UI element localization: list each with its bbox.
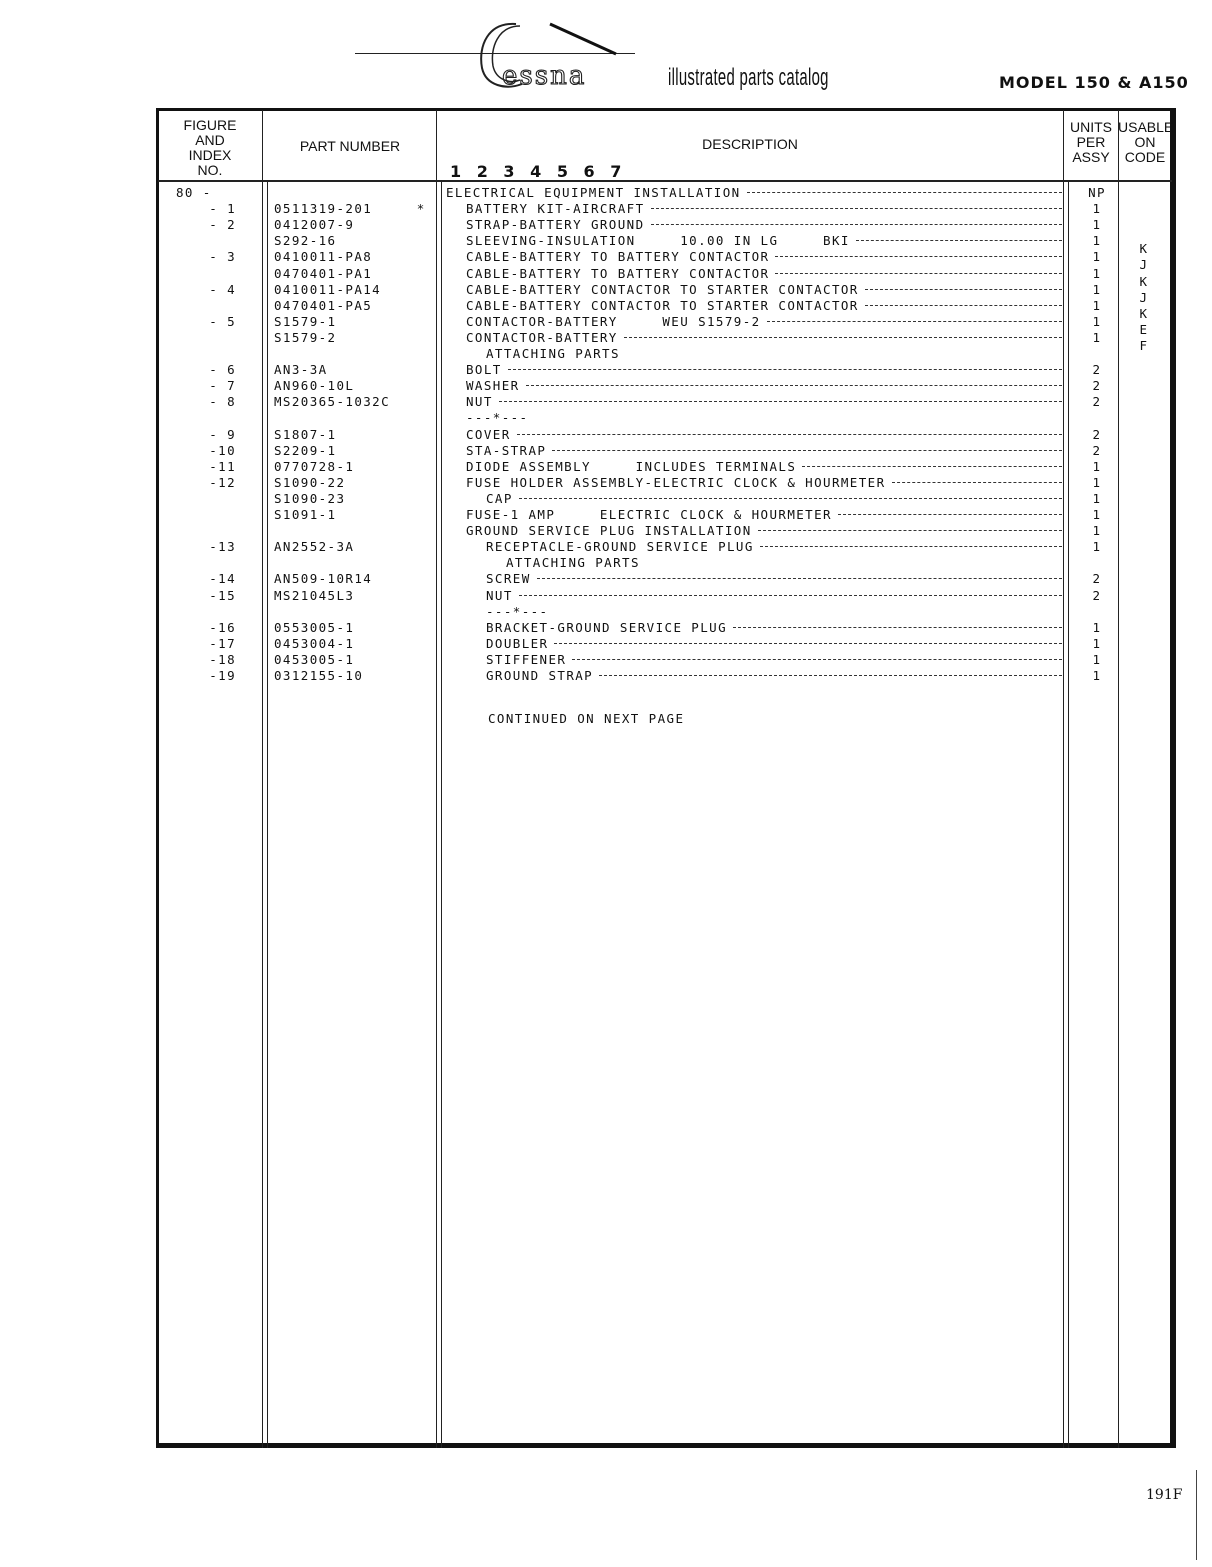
column-divider-figure-inner (267, 180, 268, 1448)
model-label: MODEL 150 & A150 (999, 73, 1189, 92)
figure-header-line: FIGURE (183, 117, 237, 133)
description-cell (446, 539, 1062, 555)
description-cell (446, 266, 1062, 282)
figure-header-line: NO. (197, 162, 223, 178)
description-text: ---*--- (466, 410, 529, 425)
units-per-assy-cell: 2 (1092, 443, 1102, 458)
units-per-assy-cell: 1 (1092, 475, 1102, 490)
usable-code-cell: K (1139, 306, 1149, 321)
leader-dashes (508, 369, 1062, 370)
indent-digits: 1 2 3 4 5 6 7 (450, 162, 627, 181)
description-text: CABLE-BATTERY TO BATTERY CONTACTOR (466, 266, 770, 281)
column-divider-description (1063, 110, 1064, 1448)
figure-index-cell: -14 (209, 571, 236, 586)
units-per-assy-cell: 1 (1092, 636, 1102, 651)
usable-code-cell: K (1139, 274, 1149, 289)
part-number-cell: AN2552-3A (274, 539, 355, 554)
units-per-assy-cell: 1 (1092, 507, 1102, 522)
part-number-cell: MS21045L3 (274, 588, 355, 603)
description-text: DIODE ASSEMBLY INCLUDES TERMINALS (466, 459, 797, 474)
leader-dashes (537, 578, 1062, 579)
units-header-line: ASSY (1072, 149, 1110, 165)
description-cell (446, 185, 1062, 201)
part-number-cell: 0410011-PA14 (274, 282, 382, 297)
description-cell (446, 314, 1062, 330)
figure-header-line: AND (195, 132, 225, 148)
description-text: NUT (466, 394, 493, 409)
description-text: CONTACTOR-BATTERY WEU S1579-2 (466, 314, 761, 329)
part-number-cell: AN3-3A (274, 362, 328, 377)
leader-dashes (775, 273, 1062, 274)
figure-index-cell: - 6 (209, 362, 236, 377)
part-number-cell: 0511319-201 * (274, 201, 426, 216)
part-number-cell: 0770728-1 (274, 459, 355, 474)
leader-dashes (519, 595, 1062, 596)
units-per-assy-cell: 1 (1092, 620, 1102, 635)
units-per-assy-cell: 1 (1092, 459, 1102, 474)
figure-index-cell: - 3 (209, 249, 236, 264)
part-number-cell: 0470401-PA5 (274, 298, 373, 313)
usable-code-cell: K (1139, 241, 1149, 256)
svg-text:essna: essna (502, 61, 587, 91)
part-number-cell: S1091-1 (274, 507, 337, 522)
description-cell (446, 362, 1062, 378)
description-text: CONTACTOR-BATTERY (466, 330, 618, 345)
part-number-cell: S1807-1 (274, 427, 337, 442)
figure-index-cell: - 9 (209, 427, 236, 442)
units-per-assy-cell: 1 (1092, 523, 1102, 538)
part-number-cell: 0453005-1 (274, 652, 355, 667)
column-divider-description-inner (1068, 180, 1069, 1448)
description-text: STRAP-BATTERY GROUND (466, 217, 645, 232)
usable-code-cell: F (1139, 338, 1149, 353)
leader-dashes (554, 643, 1062, 644)
description-text: CABLE-BATTERY CONTACTOR TO STARTER CONTACTOR (466, 282, 859, 297)
usable-header-line: USABLE (1118, 119, 1174, 135)
description-text: FUSE HOLDER ASSEMBLY-ELECTRIC CLOCK & HOURMETER (466, 475, 886, 490)
leader-dashes (760, 546, 1062, 547)
description-cell (446, 282, 1062, 298)
description-text: DOUBLER (486, 636, 549, 651)
description-cell (446, 330, 1062, 346)
usable-code-cell: J (1139, 257, 1149, 272)
description-cell (446, 459, 1062, 475)
units-per-assy-cell: 1 (1092, 249, 1102, 264)
part-number-cell: AN509-10R14 (274, 571, 373, 586)
units-per-assy-cell: 1 (1092, 298, 1102, 313)
units-per-assy-cell: 1 (1092, 266, 1102, 281)
description-cell (446, 636, 1062, 652)
description-cell (446, 571, 1062, 587)
units-header-line: UNITS (1070, 119, 1112, 135)
part-number-cell: 0470401-PA1 (274, 266, 373, 281)
part-number-cell: AN960-10L (274, 378, 355, 393)
part-number-cell: 0453004-1 (274, 636, 355, 651)
column-divider-figure (262, 110, 263, 1448)
leader-dashes (517, 434, 1062, 435)
description-text: GROUND SERVICE PLUG INSTALLATION (466, 523, 752, 538)
leader-dashes (599, 675, 1062, 676)
leader-dashes (552, 450, 1062, 451)
description-cell (446, 620, 1062, 636)
units-per-assy-cell: 1 (1092, 201, 1102, 216)
figure-index-cell: -11 (209, 459, 236, 474)
description-text: FUSE-1 AMP ELECTRIC CLOCK & HOURMETER (466, 507, 832, 522)
description-text: BOLT (466, 362, 502, 377)
figure-index-cell: 80 - (176, 185, 212, 200)
figure-index-cell: -17 (209, 636, 236, 651)
description-cell (446, 201, 1062, 217)
part-number-cell: MS20365-1032C (274, 394, 391, 409)
leader-dashes (526, 385, 1062, 386)
column-header-usable (1118, 120, 1172, 165)
units-per-assy-cell: 1 (1092, 217, 1102, 232)
units-per-assy-cell: 1 (1092, 668, 1102, 683)
leader-dashes (499, 401, 1062, 402)
column-header-units (1066, 120, 1116, 165)
leader-dashes (865, 305, 1062, 306)
leader-dashes (767, 321, 1062, 322)
description-cell (446, 427, 1062, 443)
description-cell (446, 443, 1062, 459)
description-text: STA-STRAP (466, 443, 547, 458)
description-text: ATTACHING PARTS (506, 555, 640, 570)
column-header-figure (170, 118, 250, 178)
figure-index-cell: -19 (209, 668, 236, 683)
figure-index-cell: -12 (209, 475, 236, 490)
usable-header-line: ON (1134, 134, 1156, 150)
part-number-cell: 0312155-10 (274, 668, 364, 683)
units-per-assy-cell: 1 (1092, 539, 1102, 554)
cessna-logo (476, 16, 656, 96)
description-text: CABLE-BATTERY TO BATTERY CONTACTOR (466, 249, 770, 264)
description-text: RECEPTACLE-GROUND SERVICE PLUG (486, 539, 754, 554)
leader-dashes (747, 192, 1062, 193)
part-number-cell: 0412007-9 (274, 217, 355, 232)
description-cell (446, 394, 1062, 410)
description-cell (446, 491, 1062, 507)
leader-dashes (802, 466, 1062, 467)
figure-index-cell: - 2 (209, 217, 236, 232)
description-text: GROUND STRAP (486, 668, 594, 683)
figure-index-cell: -16 (209, 620, 236, 635)
units-per-assy-cell: 1 (1092, 491, 1102, 506)
units-per-assy-cell: 1 (1092, 314, 1102, 329)
part-number-cell: 0410011-PA8 (274, 249, 373, 264)
description-cell (446, 233, 1062, 249)
description-text: ATTACHING PARTS (486, 346, 620, 361)
description-text: COVER (466, 427, 511, 442)
units-per-assy-cell: NP (1088, 185, 1106, 200)
cessna-logo-graphic (476, 16, 656, 96)
units-per-assy-cell: 1 (1092, 233, 1102, 248)
usable-code-cell: E (1139, 322, 1149, 337)
header-divider (158, 180, 1172, 182)
column-divider-units (1118, 110, 1119, 1448)
figure-index-cell: -18 (209, 652, 236, 667)
leader-dashes (733, 627, 1062, 628)
units-per-assy-cell: 1 (1092, 330, 1102, 345)
units-per-assy-cell: 2 (1092, 378, 1102, 393)
leader-dashes (775, 256, 1062, 257)
units-per-assy-cell: 1 (1092, 282, 1102, 297)
leader-dashes (865, 289, 1062, 290)
description-cell (446, 555, 1062, 571)
part-number-cell: S2209-1 (274, 443, 337, 458)
description-text: WASHER (466, 378, 520, 393)
part-number-cell: S1090-23 (274, 491, 346, 506)
figure-index-cell: - 4 (209, 282, 236, 297)
leader-dashes (624, 337, 1062, 338)
units-per-assy-cell: 2 (1092, 362, 1102, 377)
figure-index-cell: - 5 (209, 314, 236, 329)
leader-dashes (892, 482, 1062, 483)
leader-dashes (856, 240, 1062, 241)
figure-index-cell: -13 (209, 539, 236, 554)
description-cell (446, 668, 1062, 684)
description-text: ELECTRICAL EQUIPMENT INSTALLATION (446, 185, 741, 200)
units-per-assy-cell: 1 (1092, 652, 1102, 667)
description-cell (446, 217, 1062, 233)
usable-code-cell: J (1139, 290, 1149, 305)
description-cell (446, 249, 1062, 265)
column-header-part-number: PART NUMBER (299, 138, 401, 154)
description-cell (446, 298, 1062, 314)
figure-index-cell: - 7 (209, 378, 236, 393)
description-cell (446, 588, 1062, 604)
units-header-line: PER (1076, 134, 1106, 150)
column-divider-part (436, 110, 437, 1448)
part-number-cell: 0553005-1 (274, 620, 355, 635)
description-text: SCREW (486, 571, 531, 586)
figure-index-cell: -15 (209, 588, 236, 603)
leader-dashes (758, 530, 1062, 531)
leader-dashes (838, 514, 1062, 515)
leader-dashes (651, 208, 1062, 209)
figure-index-cell: - 1 (209, 201, 236, 216)
description-cell (446, 507, 1062, 523)
description-text: CABLE-BATTERY CONTACTOR TO STARTER CONTACTOR (466, 298, 859, 313)
description-text: BATTERY KIT-AIRCRAFT (466, 201, 645, 216)
description-cell (446, 346, 1062, 362)
description-cell (446, 523, 1062, 539)
units-per-assy-cell: 2 (1092, 427, 1102, 442)
usable-header-line: CODE (1124, 149, 1166, 165)
units-per-assy-cell: 2 (1092, 588, 1102, 603)
leader-dashes (519, 498, 1062, 499)
column-header-description: DESCRIPTION (702, 136, 798, 152)
description-cell (446, 378, 1062, 394)
units-per-assy-cell: 2 (1092, 394, 1102, 409)
description-cell (446, 604, 1062, 620)
description-cell (446, 475, 1062, 491)
catalog-title: illustrated parts catalog (668, 64, 829, 91)
description-text: ---*--- (486, 604, 549, 619)
description-cell (446, 410, 1062, 426)
figure-index-cell: -10 (209, 443, 236, 458)
leader-dashes (651, 224, 1062, 225)
figure-header-line: INDEX (188, 147, 232, 163)
page-edge-mark (1196, 1470, 1197, 1560)
description-text: STIFFENER (486, 652, 567, 667)
figure-index-cell: - 8 (209, 394, 236, 409)
part-number-cell: S1579-2 (274, 330, 337, 345)
description-text: BRACKET-GROUND SERVICE PLUG (486, 620, 727, 635)
part-number-cell: S1579-1 (274, 314, 337, 329)
column-divider-part-inner (441, 180, 442, 1448)
description-cell (446, 652, 1062, 668)
page-number: 191F (1146, 1487, 1183, 1503)
units-per-assy-cell: 2 (1092, 571, 1102, 586)
part-number-cell: S292-16 (274, 233, 337, 248)
description-text: NUT (486, 588, 513, 603)
continued-note: CONTINUED ON NEXT PAGE (488, 711, 685, 726)
leader-dashes (572, 659, 1062, 660)
part-number-cell: S1090-22 (274, 475, 346, 490)
description-text: SLEEVING-INSULATION 10.00 IN LG BKI (466, 233, 850, 248)
description-text: CAP (486, 491, 513, 506)
